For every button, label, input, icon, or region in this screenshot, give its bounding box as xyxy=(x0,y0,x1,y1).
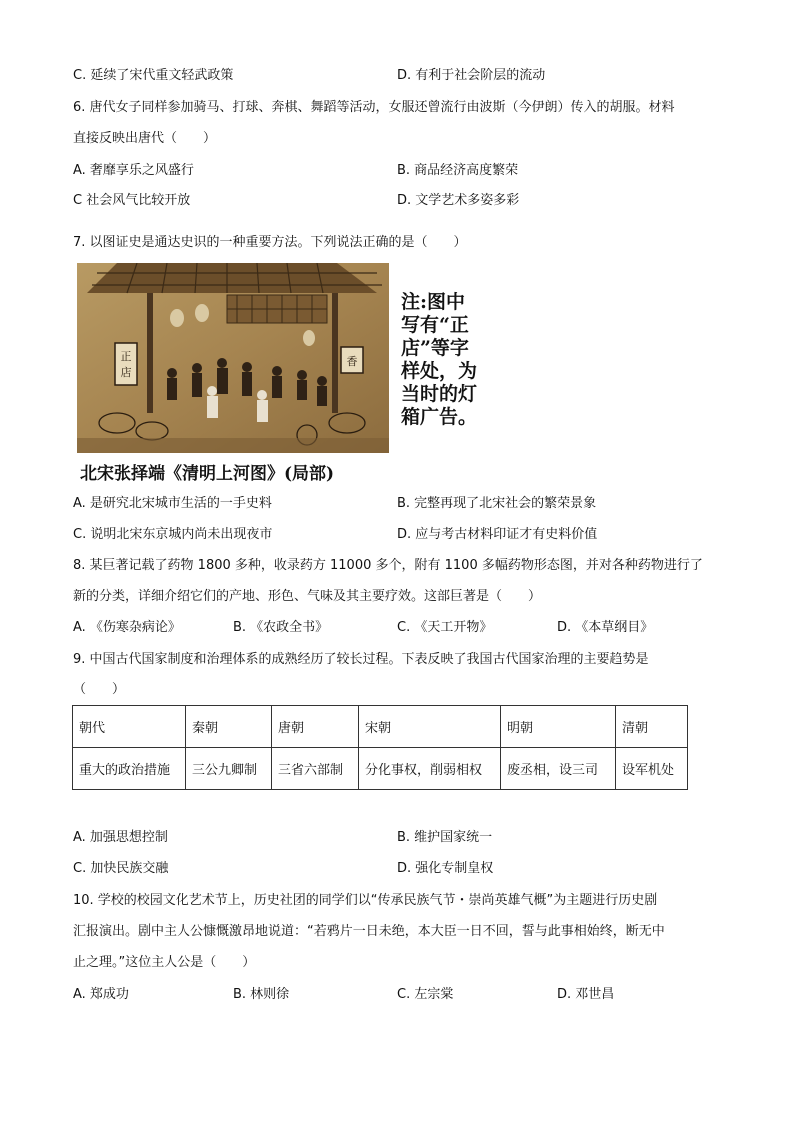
sign-text-zhengdian-1: 正 xyxy=(120,350,132,363)
q6-stem-line1: 6. 唐代女子同样参加骑马、打球、奔棋、舞蹈等活动，女服还曾流行由波斯（今伊朗）传入的胡服。材料 xyxy=(73,100,675,115)
table-cell: 设军机处 xyxy=(616,748,688,790)
q7-option-c: C. 说明北宋东京城内尚未出现夜市 xyxy=(73,527,273,542)
q9-option-c: C. 加快民族交融 xyxy=(73,861,169,876)
q7-option-d: D. 应与考古材料印证才有史料价值 xyxy=(397,527,598,542)
q9-option-a: A. 加强思想控制 xyxy=(73,830,168,845)
q10-option-a: A. 郑成功 xyxy=(73,987,129,1002)
q6-option-a: A. 奢靡享乐之风盛行 xyxy=(73,163,194,178)
q8-option-b: B. 《农政全书》 xyxy=(233,620,329,635)
note-line: 店”等字 xyxy=(401,337,469,359)
q9-option-b: B. 维护国家统一 xyxy=(397,830,493,845)
table-cell: 重大的政治措施 xyxy=(73,748,186,790)
q9-governance-table xyxy=(72,705,688,790)
sign-text-xiang: 香 xyxy=(346,355,358,368)
table-row xyxy=(73,748,688,790)
q10-option-d: D. 邓世昌 xyxy=(557,987,615,1002)
sign-text-zhengdian-2: 店 xyxy=(120,366,132,379)
table-cell: 三公九卿制 xyxy=(186,748,272,790)
table-cell: 分化事权，削弱相权 xyxy=(359,748,501,790)
q7-figure-note xyxy=(401,291,511,429)
q10-option-c: C. 左宗棠 xyxy=(397,987,454,1002)
table-header-cell: 朝代 xyxy=(73,706,186,748)
q9-option-d: D. 强化专制皇权 xyxy=(397,861,494,876)
table-header-cell: 宋朝 xyxy=(359,706,501,748)
note-line: 注:图中 xyxy=(401,291,466,313)
table-header-cell: 清朝 xyxy=(616,706,688,748)
q10-stem-line1: 10. 学校的校园文化艺术节上，历史社团的同学们以“传承民族气节・崇尚英雄气概”为主题进行历史剧 xyxy=(73,893,658,908)
q8-stem-line1: 8. 某巨著记载了药物 1800 多种，收录药方 11000 多个，附有 1100 多幅药物形态图，并对各种药物进行了 xyxy=(73,558,703,573)
q10-option-b: B. 林则徐 xyxy=(233,987,290,1002)
qingming-painting-image xyxy=(77,263,389,453)
note-line: 箱广告。 xyxy=(401,406,478,428)
q7-option-b: B. 完整再现了北宋社会的繁荣景象 xyxy=(397,496,597,511)
q7-option-a: A. 是研究北宋城市生活的一手史料 xyxy=(73,496,272,511)
table-header-cell: 秦朝 xyxy=(186,706,272,748)
q9-stem-line1: 9. 中国古代国家制度和治理体系的成熟经历了较长过程。下表反映了我国古代国家治理的主要趋势是 xyxy=(73,652,649,667)
q5-option-c: C. 延续了宋代重文轻武政策 xyxy=(73,68,234,83)
q8-stem-line2: 新的分类，详细介绍它们的产地、形色、气味及其主要疗效。这部巨著是（ ） xyxy=(73,589,542,604)
q5-option-d: D. 有利于社会阶层的流动 xyxy=(397,68,546,83)
q6-option-b: B. 商品经济高度繁荣 xyxy=(397,163,519,178)
q7-stem: 7. 以图证史是通达史识的一种重要方法。下列说法正确的是（ ） xyxy=(73,235,467,250)
q7-figure-caption: 北宋张择端《清明上河图》(局部) xyxy=(80,464,335,484)
note-line: 样处，为 xyxy=(401,360,478,382)
q8-option-a: A. 《伤寒杂病论》 xyxy=(73,620,181,635)
note-line: 写有“正 xyxy=(401,314,469,336)
table-header-row xyxy=(73,706,688,748)
q6-stem-line2: 直接反映出唐代（ ） xyxy=(73,131,217,146)
q10-stem-line3: 止之理。”这位主人公是（ ） xyxy=(73,955,256,970)
table-header-cell: 唐朝 xyxy=(272,706,359,748)
table-cell: 废丞相，设三司 xyxy=(501,748,616,790)
q9-stem-line2: （ ） xyxy=(73,682,126,697)
table-header-cell: 明朝 xyxy=(501,706,616,748)
table-cell: 三省六部制 xyxy=(272,748,359,790)
q10-stem-line2: 汇报演出。剧中主人公慷慨激昂地说道：“若鸦片一日未绝，本大臣一日不回，誓与此事相始终，断无中 xyxy=(73,924,665,939)
q6-option-c: C 社会风气比较开放 xyxy=(73,193,191,208)
note-line: 当时的灯 xyxy=(401,383,478,405)
q6-option-d: D. 文学艺术多姿多彩 xyxy=(397,193,520,208)
qingming-painting-figure xyxy=(77,263,389,453)
q8-option-d: D. 《本草纲目》 xyxy=(557,620,654,635)
q8-option-c: C. 《天工开物》 xyxy=(397,620,493,635)
